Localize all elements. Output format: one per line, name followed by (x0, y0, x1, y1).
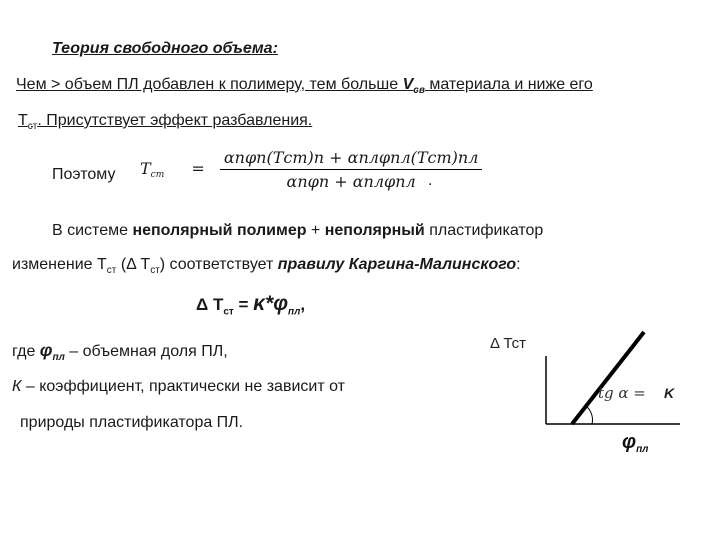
kargin-rule: правилу Каргина-Малинского (277, 256, 517, 273)
linear-dependence-graph (480, 318, 700, 468)
coefficient-line: К – коэффициент, практически не зависит от (12, 378, 345, 395)
graph-y-label: Δ Тст (490, 335, 527, 352)
kargin-equation: Δ $Т_{ст} = \kappa*\varphi_{пл}$, (196, 292, 306, 318)
graph-line (572, 332, 644, 424)
system-line: В системе неполярный полимер + неполярный пластификатор (52, 222, 544, 239)
change-line: изменение $Т_{ст}$ (Δ $Т_{ст}$) соответствует правилу Каргина-Малинского: (12, 256, 521, 277)
intro-line-1: Чем > объем ПЛ добавлен к полимеру, тем больше $V_{св}$ материала и ниже его (16, 76, 593, 97)
where-line: где $\varphi_{пл}$ – объемная доля ПЛ, (12, 340, 228, 364)
formula-period: . (428, 172, 433, 189)
angle-arc (586, 406, 592, 424)
free-volume-symbol: V (402, 76, 414, 93)
slide-title: Теория свободного объема: (52, 40, 278, 57)
graph-x-label: $\varphi_{пл}$ (622, 431, 649, 455)
slope-k: K (664, 385, 675, 401)
slope-label: tg α = (598, 384, 646, 402)
formula-fraction (220, 148, 483, 191)
intro-line-2: $Т_{ст}$. Присутствует эффект разбавления. (18, 112, 313, 133)
glass-transition-formula: Tст = $\frac{\text{αпφп(Tст)п + αплφпл(Tст)пл}}{\text{αпφп + αплφпл}}$ (140, 148, 482, 191)
therefore-label: Поэтому (52, 166, 116, 183)
formula-numerator: αпφп(Tст)п + αплφпл(Tст)пл (220, 148, 483, 170)
formula-denominator: αпφп + αплφпл (286, 172, 416, 191)
nature-line: природы пластификатора ПЛ. (20, 414, 244, 431)
